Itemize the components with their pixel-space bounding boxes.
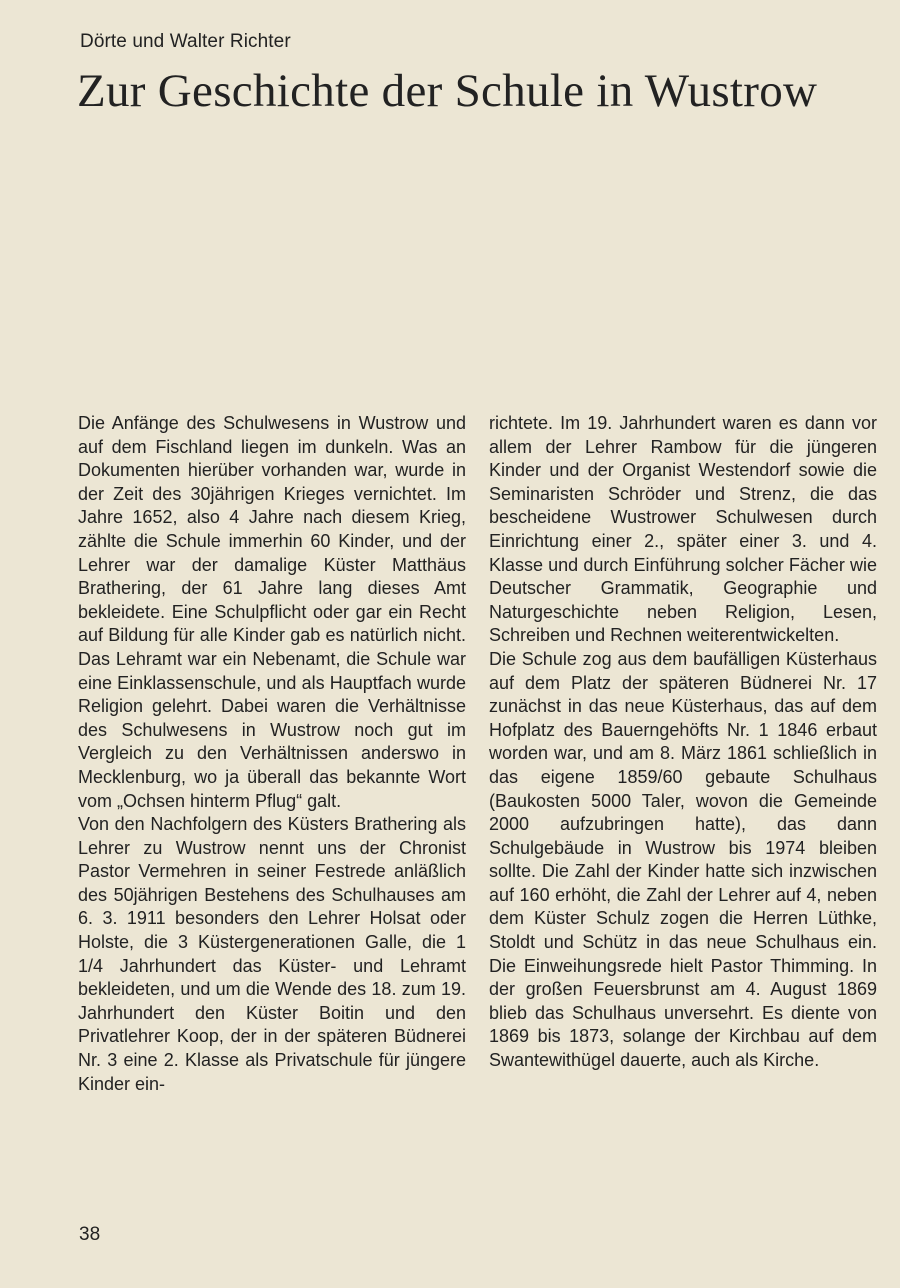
text-column-right bbox=[489, 412, 877, 1073]
paragraph: Die Anfänge des Schulwesens in Wustrow und auf dem Fischland liegen im dunkeln. Was an Dokumenten hierüber vorhanden war, wurde in der Zeit des 30jährigen Krieges vernichtet. Im Jahre 1652, also 4 Jahre nach diesem Krieg, zählte die Schule immerhin 60 Kinder, und der Lehrer war der damalige Küster Matthäus Brathering, der 61 Jahre lang dieses Amt bekleidete. Eine Schulpflicht oder gar ein Recht auf Bildung für alle Kinder gab es natürlich nicht. Das Lehramt war ein Nebenamt, die Schule war eine Einklassenschule, und als Hauptfach wurde Religion gelehrt. Dabei waren die Verhältnisse des Schulwesens in Wustrow noch gut im Vergleich zu den Verhältnissen anderswo in Mecklenburg, wo ja überall das bekannte Wort vom „Ochsen hinterm Pflug“ galt. bbox=[78, 413, 466, 811]
page-number: 38 bbox=[79, 1224, 101, 1245]
article-authors: Dörte und Walter Richter bbox=[80, 31, 291, 52]
text-column-left bbox=[78, 412, 466, 1096]
paragraph: Von den Nachfolgern des Küsters Brathering als Lehrer zu Wustrow nennt uns der Chronist Pastor Vermehren in seiner Festrede anläßlich des 50jährigen Bestehens des Schulhauses am 6. 3. 1911 besonders den Lehrer Holsat oder Holste, die 3 Küstergenerationen Galle, die 1 1/4 Jahrhundert das Küster- und Lehramt bekleideten, und um die Wende des 18. zum 19. Jahrhundert den Küster Boitin und den Privatlehrer Koop, der in der späteren Büdnerei Nr. 3 eine 2. Klasse als Privatschule für jüngere Kinder ein- bbox=[78, 814, 466, 1094]
article-title: Zur Geschichte der Schule in Wustrow bbox=[77, 65, 818, 117]
paragraph: richtete. Im 19. Jahrhundert waren es dann vor allem der Lehrer Rambow für die jüngeren Kinder und der Organist Westendorf sowie die Seminaristen Schröder und Strenz, die das bescheidene Wustrower Schulwesen durch Einrichtung einer 2., später einer 3. und 4. Klasse und durch Einführung solcher Fächer wie Deutscher Grammatik, Geographie und Naturgeschichte neben Religion, Lesen, Schreiben und Rechnen weiterentwickelten. bbox=[489, 413, 877, 646]
paragraph: Die Schule zog aus dem baufälligen Küsterhaus auf dem Platz der späteren Büdnerei Nr. 17 zunächst in das neue Küsterhaus, das auf dem Hofplatz des Bauerngehöfts Nr. 1 1846 erbaut worden war, und am 8. März 1861 schließlich in das eigene 1859/60 gebaute Schulhaus (Baukosten 5000 Taler, wovon die Gemeinde 2000 aufzubringen hatte), das dann Schulgebäude in Wustrow bis 1974 bleiben sollte. Die Zahl der Kinder hatte sich inzwischen auf 160 erhöht, die Zahl der Lehrer auf 4, neben dem Küster Schulz zogen die Herren Lüthke, Stoldt und Schütz in das neue Schulhaus ein. Die Einweihungsrede hielt Pastor Thimming. In der großen Feuersbrunst am 4. August 1869 blieb das Schulhaus unversehrt. Es diente von 1869 bis 1873, solange der Kirchbau auf dem Swantewithügel dauerte, auch als Kirche. bbox=[489, 648, 877, 1071]
